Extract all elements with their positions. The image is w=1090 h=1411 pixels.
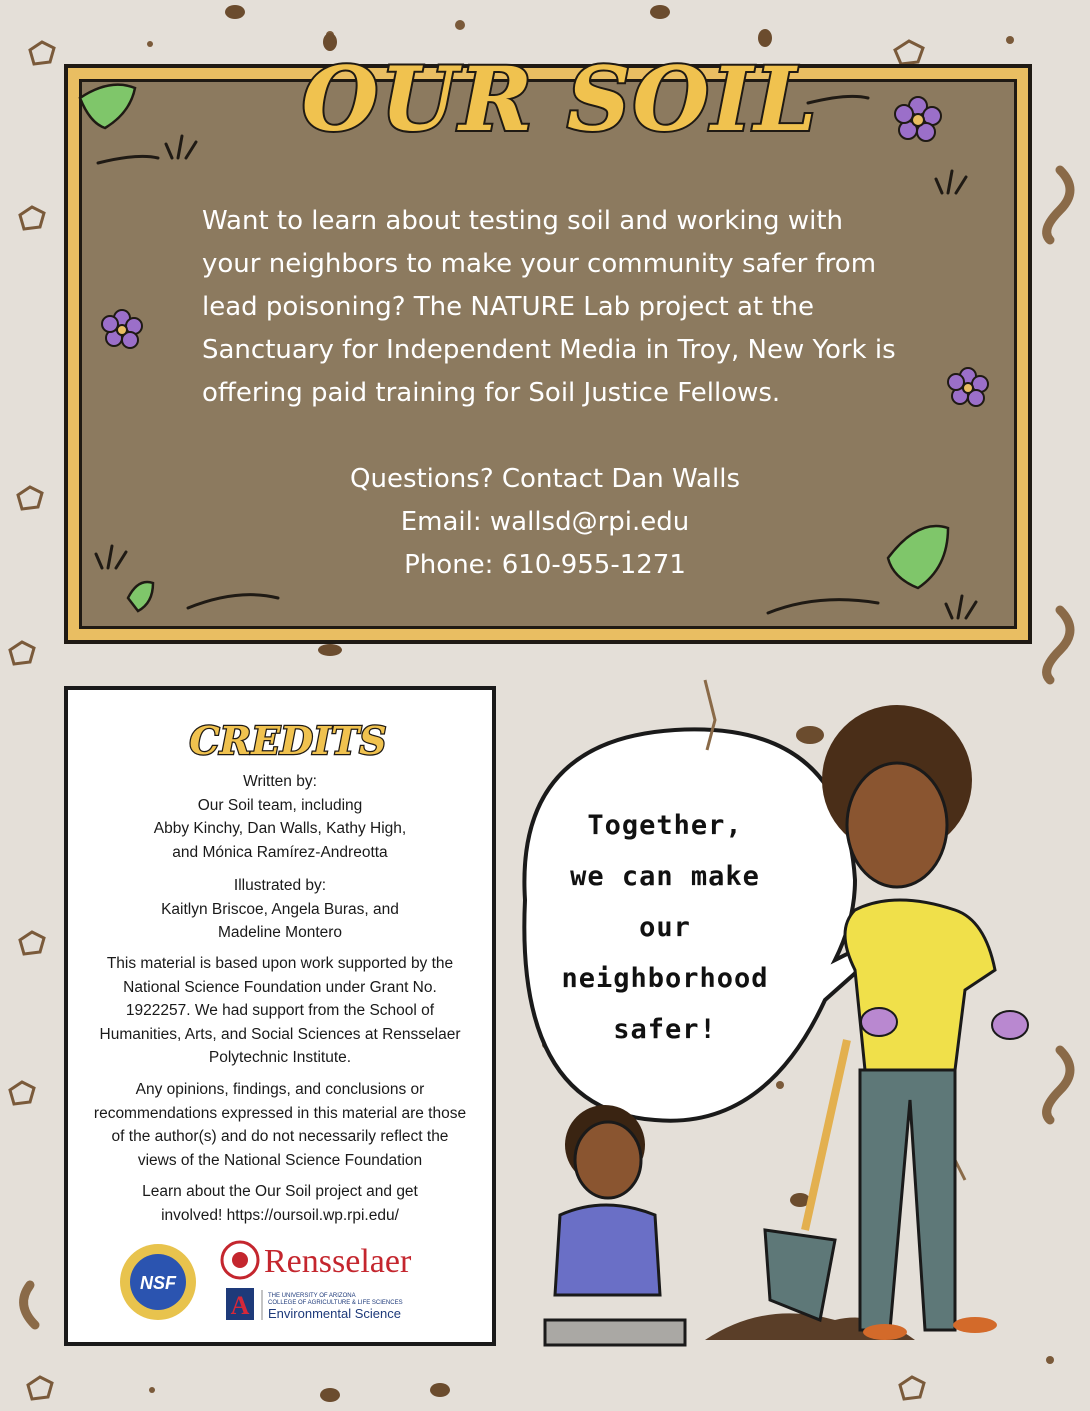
rock-icon — [30, 42, 54, 64]
illustrated-by-block — [68, 874, 492, 945]
contact-heading: Questions? Contact Dan Walls — [350, 464, 740, 494]
illustrated-by-line: Madeline Montero — [217, 924, 343, 941]
contact-phone[interactable]: Phone: 610-955-1271 — [404, 550, 686, 580]
svg-text:Environmental Science: Environmental Science — [268, 1306, 401, 1321]
grass-icon — [96, 546, 126, 568]
child-pants — [545, 1320, 685, 1345]
rock-icon — [20, 932, 44, 954]
written-by-line: Our Soil team, including — [197, 796, 363, 814]
blue-shirt — [555, 1205, 660, 1295]
written-by-line: and Mónica Ramírez-Andreotta — [172, 843, 388, 861]
leaf-icon — [80, 85, 135, 128]
contact-email[interactable]: Email: wallsd@rpi.edu — [400, 507, 690, 537]
speech-line: our neighborhood — [561, 912, 769, 994]
glove — [861, 1008, 897, 1036]
intro-text: Want to learn about testing soil and working with your neighbors to make your community safer from lead poisoning? The NATURE Lab project at the Sanctuary for Independent Media in Troy, New York is offering paid training for Soil Justice Fellows. — [202, 206, 896, 408]
sponsor-logos — [118, 1238, 448, 1328]
leaf-icon — [128, 582, 153, 611]
svg-text:NSF: NSF — [140, 1273, 176, 1293]
nsf-logo — [120, 1244, 196, 1320]
shovel — [765, 1040, 847, 1320]
bug-icon — [320, 1388, 340, 1402]
project-link[interactable]: involved! https://oursoil.wp.rpi.edu/ — [161, 1206, 399, 1224]
rensselaer-logo — [222, 1242, 412, 1280]
flower-icon — [895, 97, 941, 141]
svg-text:A: A — [230, 1291, 250, 1320]
leaf-icon — [888, 526, 948, 588]
flower-icon — [948, 368, 988, 406]
bug-icon — [430, 1383, 450, 1397]
glove — [992, 1011, 1028, 1039]
yellow-shirt — [845, 900, 995, 1070]
learn-more-line: Learn about the Our Soil project and get — [142, 1183, 418, 1200]
disclaimer-line: of the author(s) and do not necessarily reflect the — [111, 1128, 449, 1145]
written-by-block — [68, 770, 492, 864]
illustrated-by-line: Kaitlyn Briscoe, Angela Buras, and — [161, 900, 399, 918]
written-by-line: Abby Kinchy, Dan Walls, Kathy High, — [153, 820, 407, 837]
disclaimer-block — [68, 1078, 492, 1172]
rock-icon — [900, 1377, 924, 1399]
grass-icon — [768, 600, 878, 613]
grass-icon — [946, 596, 976, 618]
pants — [860, 1070, 955, 1330]
illustrated-by-label: Illustrated by: — [233, 877, 327, 894]
pebble-icon — [650, 5, 670, 19]
worm-icon — [1047, 170, 1070, 240]
rock-icon — [20, 207, 44, 229]
grass-icon — [936, 171, 966, 193]
disclaimer-line: Any opinions, findings, and conclusions or — [135, 1081, 425, 1098]
disclaimer-line: recommendations expressed in this material are those — [93, 1104, 467, 1122]
credits-title — [178, 714, 398, 762]
arizona-logo — [226, 1288, 403, 1321]
learn-more-block — [68, 1180, 492, 1227]
funding-line: 1922257. We had support from the School of — [125, 1002, 435, 1019]
page-title — [301, 38, 819, 158]
speech-bubble-text — [530, 800, 800, 1055]
speech-line: Together, — [587, 810, 743, 841]
credits-panel — [64, 686, 496, 1346]
woman-figure — [822, 705, 1028, 1340]
funding-line: National Science Foundation under Grant No. — [123, 978, 437, 996]
worm-icon — [24, 1285, 35, 1325]
contact-block — [260, 458, 830, 587]
speech-line: we can make — [570, 861, 760, 892]
svg-text:Rensselaer: Rensselaer — [264, 1243, 412, 1280]
rock-icon — [28, 1377, 52, 1399]
svg-text:THE UNIVERSITY OF ARIZONA: THE UNIVERSITY OF ARIZONA — [268, 1293, 356, 1299]
rock-icon — [18, 487, 42, 509]
svg-text:COLLEGE OF AGRICULTURE & LIFE: COLLEGE OF AGRICULTURE & LIFE SCIENCES — [268, 1300, 403, 1306]
funding-line: Polytechnic Institute. — [208, 1049, 352, 1066]
grass-icon — [98, 136, 196, 163]
flower-icon — [102, 310, 142, 348]
disclaimer-line: views of the National Science Foundation — [137, 1151, 423, 1169]
page-title-text: OUR SOIL — [301, 47, 819, 151]
child-figure — [545, 1105, 685, 1345]
funding-line: This material is based upon work supported by the — [106, 955, 454, 972]
speech-line: safer! — [613, 1014, 717, 1045]
funding-block — [68, 952, 492, 1070]
rock-icon — [10, 642, 34, 664]
written-by-label: Written by: — [243, 773, 317, 790]
rock-icon — [895, 41, 923, 64]
rock-icon — [10, 1082, 34, 1104]
credits-title-text: CREDITS — [189, 718, 387, 763]
grass-icon — [188, 595, 278, 608]
funding-line: Humanities, Arts, and Social Sciences at Rensselaer — [99, 1025, 461, 1043]
pebble-icon — [225, 5, 245, 19]
